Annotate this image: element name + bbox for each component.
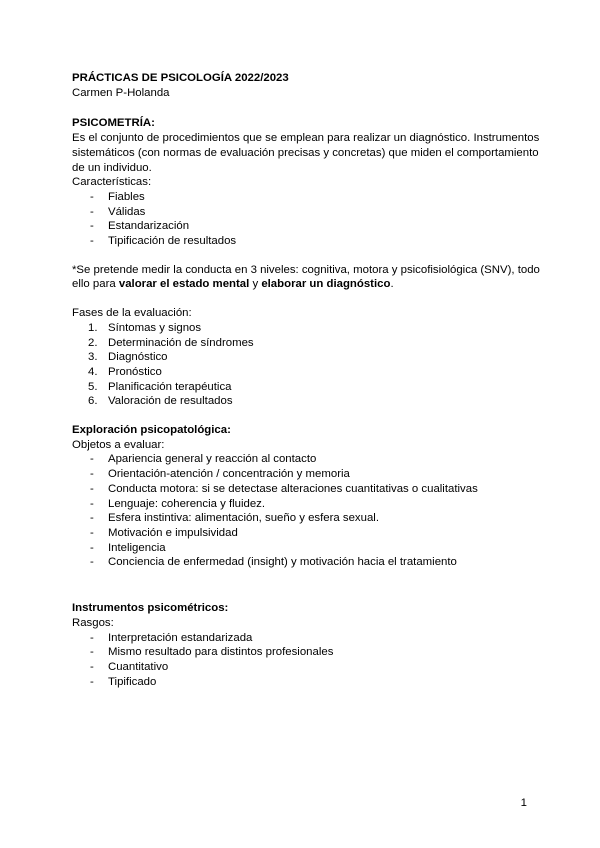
list-item: - Mismo resultado para distintos profesionales	[72, 645, 542, 660]
rasgos-list	[72, 631, 542, 690]
list-item: - Inteligencia	[72, 541, 542, 556]
list-item	[72, 380, 542, 395]
caracteristicas-label: Características:	[72, 176, 152, 189]
objetos-list	[72, 452, 542, 570]
rasgos-label: Rasgos:	[72, 616, 114, 629]
note-text: *Se pretende medir la conducta en 3 niveles: cognitiva, motora y psicofisiológica (SNV), todo ello para	[72, 263, 540, 291]
list-item-text: Determinación de síndromes	[108, 336, 254, 349]
list-item: - Interpretación estandarizada	[72, 631, 542, 646]
list-item	[72, 394, 542, 409]
list-item	[72, 336, 542, 351]
objetos-label: Objetos a evaluar:	[72, 438, 165, 451]
evaluation-note	[72, 263, 542, 292]
list-item: - Lenguaje: coherencia y fluidez.	[72, 497, 542, 512]
list-item-text: Planificación terapéutica	[108, 380, 232, 393]
list-item	[72, 350, 542, 365]
list-item-text: Síntomas y signos	[108, 321, 202, 334]
list-item: - Estandarización	[72, 219, 542, 234]
list-item-text: Pronóstico	[108, 365, 162, 378]
note-text: y	[249, 278, 262, 291]
list-number: 2.	[88, 336, 98, 349]
note-emphasis-valorar: valorar el estado mental	[118, 278, 250, 291]
author-name: Carmen P-Holanda	[72, 86, 170, 99]
page-number: 1	[520, 797, 527, 809]
list-number: 3.	[88, 351, 98, 364]
list-item-text: Valoración de resultados	[108, 395, 233, 408]
list-number: 4.	[88, 365, 98, 378]
document-title: PRÁCTICAS DE PSICOLOGÍA 2022/2023	[72, 72, 289, 84]
list-item: - Apariencia general y reacción al contacto	[72, 452, 542, 467]
list-item: - Orientación-atención / concentración y memoria	[72, 467, 542, 482]
list-number: 6.	[88, 395, 98, 408]
list-item: - Conciencia de enfermedad (insight) y motivación hacia el tratamiento	[72, 555, 542, 570]
list-item: - Conducta motora: si se detectase alteraciones cuantitativas o cualitativas	[72, 482, 542, 497]
list-item	[72, 321, 542, 336]
fases-label: Fases de la evaluación:	[72, 307, 192, 320]
section-heading-exploracion: Exploración psicopatológica:	[72, 424, 231, 437]
list-item: - Válidas	[72, 205, 542, 220]
fases-list	[72, 321, 542, 409]
list-item: - Motivación e impulsividad	[72, 526, 542, 541]
list-item	[72, 365, 542, 380]
list-item: - Esfera instintiva: alimentación, sueño y esfera sexual.	[72, 511, 542, 526]
document-body	[72, 71, 542, 689]
note-emphasis-elaborar: elaborar un diagnóstico	[261, 278, 391, 291]
list-item-text: Diagnóstico	[108, 351, 168, 364]
list-number: 1.	[88, 321, 98, 334]
caracteristicas-list	[72, 190, 542, 249]
section-heading-instrumentos: Instrumentos psicométricos:	[72, 602, 229, 615]
note-text: .	[390, 278, 394, 291]
section-heading-psicometria: PSICOMETRÍA:	[72, 117, 155, 130]
list-item: - Tipificado	[72, 675, 542, 690]
list-item: - Cuantitativo	[72, 660, 542, 675]
list-item: - Fiables	[72, 190, 542, 205]
list-number: 5.	[88, 380, 98, 393]
psicometria-definition: Es el conjunto de procedimientos que se emplean para realizar un diagnóstico. Instrumentos sistemáticos (con normas de evaluación precisas y concretas) que miden el comportamiento de un individuo.	[72, 132, 540, 174]
list-item: - Tipificación de resultados	[72, 234, 542, 249]
